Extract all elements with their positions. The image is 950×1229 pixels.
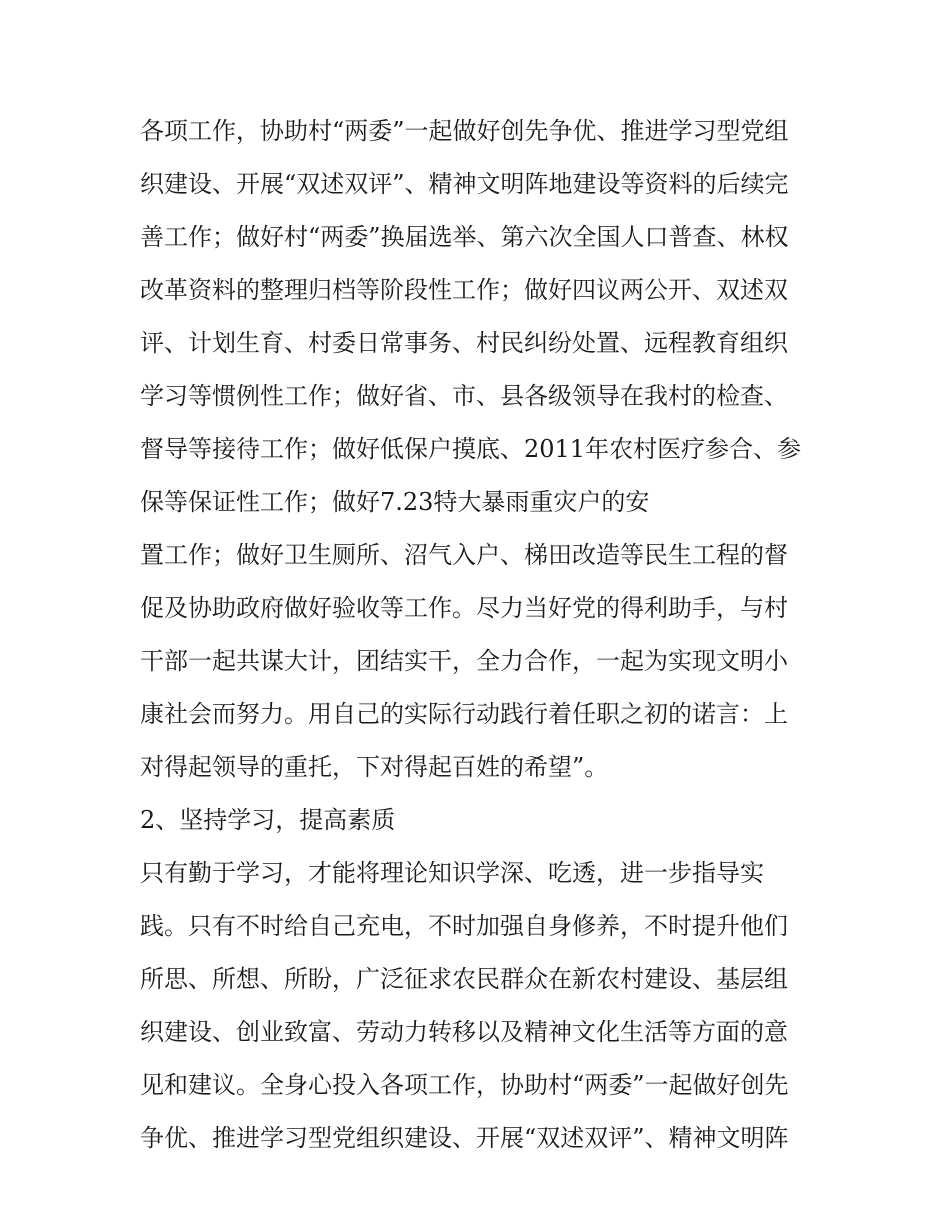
paragraph-line: 评、计划生育、村委日常事务、村民纠纷处置、远程教育组织 bbox=[140, 329, 788, 357]
paragraph-line: 践。只有不时给自己充电，不时加强自身修养，不时提升他们 bbox=[140, 912, 788, 940]
paragraph-line: 改革资料的整理归档等阶段性工作；做好四议两公开、双述双 bbox=[140, 276, 788, 304]
paragraph-line: 只有勤于学习，才能将理论知识学深、吃透，进一步指导实 bbox=[140, 859, 764, 887]
paragraph-line: 织建设、开展“双述双评”、精神文明阵地建设等资料的后续完 bbox=[140, 170, 789, 198]
paragraph-line: 督导等接待工作；做好低保户摸底、2011年农村医疗参合、参 bbox=[140, 435, 802, 463]
paragraph-line: 促及协助政府做好验收等工作。尽力当好党的得利助手，与村 bbox=[140, 594, 788, 622]
paragraph-line: 争优、推进学习型党组织建设、开展“双述双评”、精神文明阵 bbox=[140, 1124, 789, 1152]
paragraph-line: 保等保证性工作；做好7.23特大暴雨重灾户的安 bbox=[140, 488, 650, 516]
paragraph-line: 所思、所想、所盼，广泛征求农民群众在新农村建设、基层组 bbox=[140, 965, 788, 993]
paragraph-line: 对得起领导的重托，下对得起百姓的希望”。 bbox=[140, 753, 609, 781]
section-heading: 2、坚持学习，提高素质 bbox=[140, 806, 396, 834]
paragraph-line: 见和建议。全身心投入各项工作，协助村“两委”一起做好创先 bbox=[140, 1071, 789, 1099]
paragraph-line: 织建设、创业致富、劳动力转移以及精神文化生活等方面的意 bbox=[140, 1018, 788, 1046]
paragraph-line: 学习等惯例性工作；做好省、市、县各级领导在我村的检查、 bbox=[140, 382, 788, 410]
paragraph-line: 各项工作，协助村“两委”一起做好创先争优、推进学习型党组 bbox=[140, 117, 789, 145]
paragraph-line: 善工作；做好村“两委”换届选举、第六次全国人口普查、林权 bbox=[140, 223, 789, 251]
paragraph-line: 康社会而努力。用自己的实际行动践行着任职之初的诺言：上 bbox=[140, 700, 788, 728]
paragraph-line: 干部一起共谋大计，团结实干，全力合作，一起为实现文明小 bbox=[140, 647, 788, 675]
paragraph-line: 置工作；做好卫生厕所、沼气入户、梯田改造等民生工程的督 bbox=[140, 541, 788, 569]
